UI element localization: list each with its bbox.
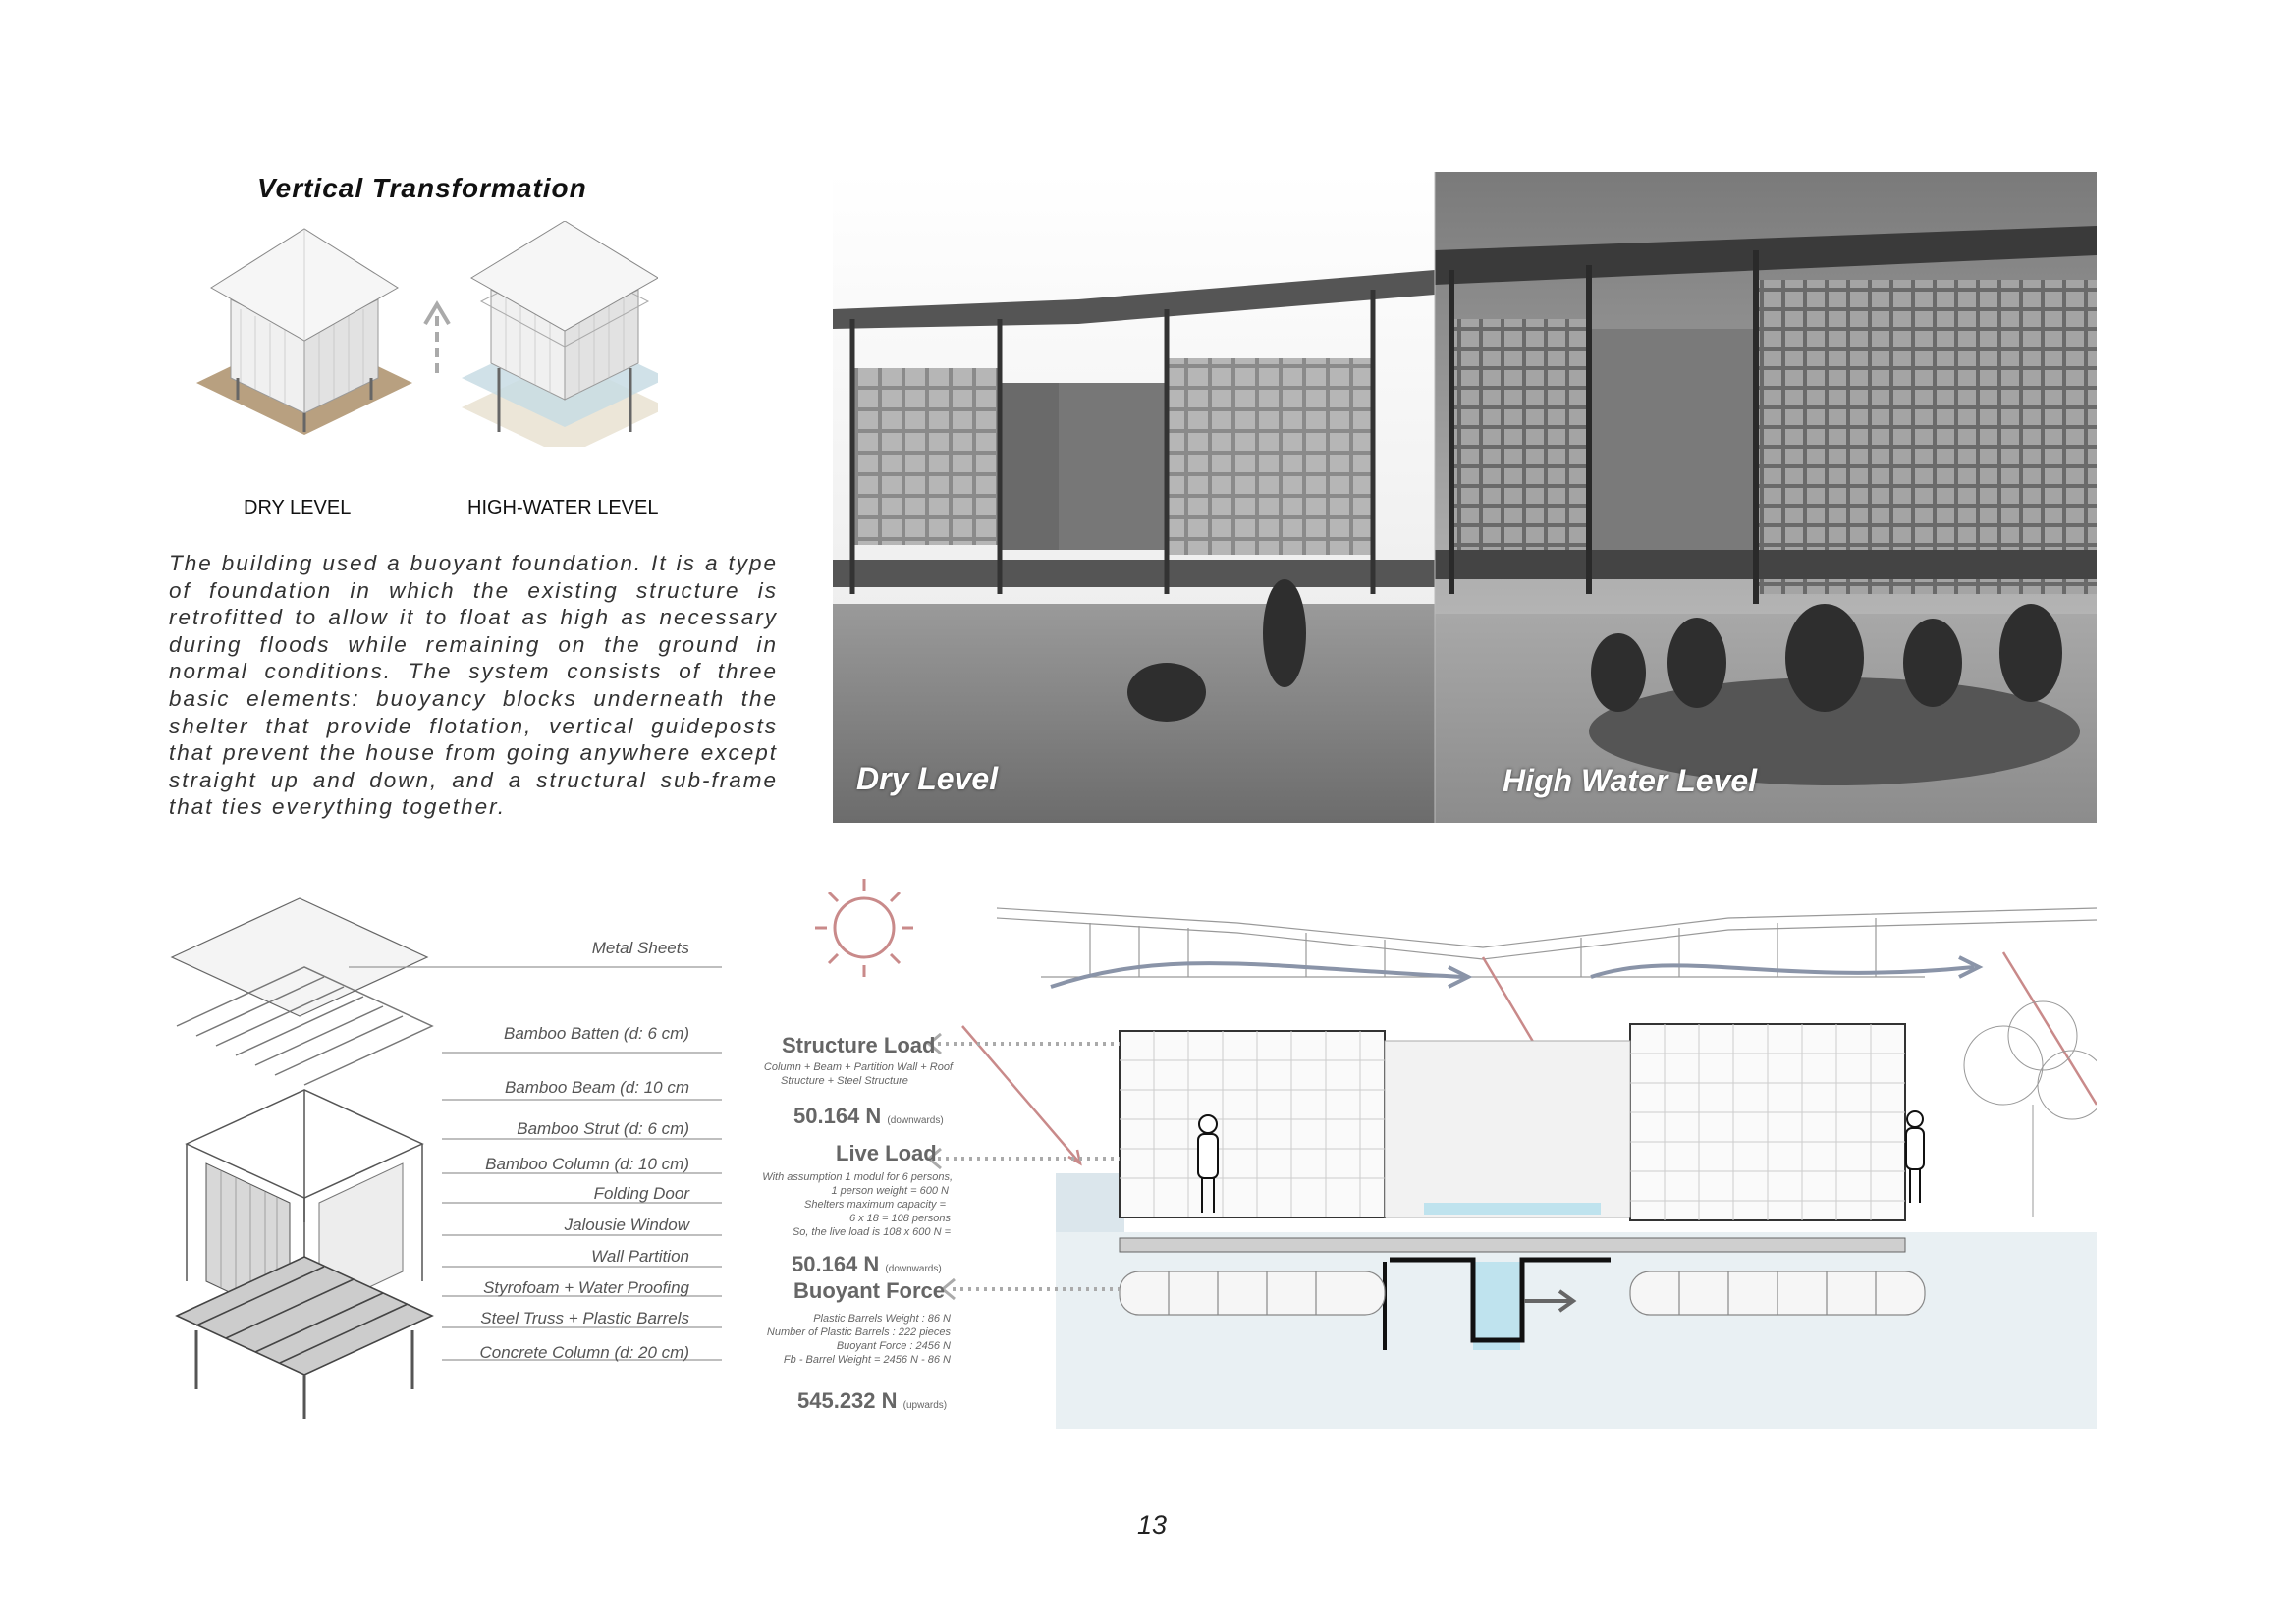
component-label: Jalousie Window — [564, 1216, 689, 1234]
buoyant-force-note: Plastic Barrels Weight : 86 N — [813, 1313, 951, 1325]
comparison-photo-illustration — [833, 172, 2097, 823]
component-label: Metal Sheets — [591, 939, 689, 957]
component-label: Bamboo Batten (d: 6 cm) — [504, 1024, 689, 1043]
buoyant-force-note: Fb - Barrel Weight = 2456 N - 86 N — [783, 1354, 951, 1366]
up-arrow-icon — [425, 304, 449, 373]
live-load-value: 50.164 N (downwards) — [792, 1252, 942, 1276]
comparison-photo — [833, 172, 2097, 823]
component-label: Styrofoam + Water Proofing — [483, 1278, 689, 1297]
component-label: Concrete Column (d: 20 cm) — [479, 1343, 689, 1362]
page-number: 13 — [1137, 1510, 1168, 1540]
component-label: Wall Partition — [591, 1247, 689, 1266]
component-label: Bamboo Strut (d: 6 cm) — [517, 1119, 689, 1138]
structure-load-note: Structure + Steel Structure — [781, 1075, 908, 1087]
shelter-module-left — [1120, 1031, 1385, 1217]
component-label: Folding Door — [593, 1184, 689, 1203]
high-water-level-caption: High Water Level — [1503, 763, 1758, 798]
live-load-note: 6 x 18 = 108 persons — [848, 1213, 951, 1224]
section-title: Vertical Transformation — [257, 173, 587, 203]
component-label: Bamboo Column (d: 10 cm) — [485, 1155, 689, 1173]
airflow-arrow — [1051, 957, 1979, 987]
high-water-level-isometric — [462, 221, 658, 447]
dry-level-caption: Dry Level — [856, 761, 999, 796]
buoyant-force-note: Buoyant Force : 2456 N — [836, 1340, 951, 1352]
component-label: Steel Truss + Plastic Barrels — [480, 1309, 689, 1327]
live-load-note: With assumption 1 modul for 6 persons, — [762, 1171, 953, 1183]
live-load-note: 1 person weight = 600 N — [831, 1185, 949, 1197]
sun-icon — [815, 879, 913, 977]
shelter-module-right — [1630, 1024, 1905, 1220]
structure-load-note: Column + Beam + Partition Wall + Roof — [763, 1061, 953, 1073]
vertical-transformation-diagram — [187, 221, 658, 447]
dry-level-label: DRY LEVEL — [244, 497, 352, 518]
buoyant-force-value: 545.232 N (upwards) — [797, 1388, 948, 1413]
leader-lines — [344, 943, 727, 1365]
section-drawing — [795, 879, 2097, 1429]
live-load-note: Shelters maximum capacity = — [804, 1199, 946, 1211]
dry-level-isometric — [196, 229, 412, 435]
high-water-level-label: HIGH-WATER LEVEL — [467, 497, 659, 518]
live-load-title: Live Load — [836, 1141, 937, 1165]
structure-load-title: Structure Load — [782, 1033, 936, 1057]
structure-load-value: 50.164 N (downwards) — [793, 1104, 944, 1128]
tree-illustration — [1964, 1001, 2097, 1217]
buoyant-force-note: Number of Plastic Barrels : 222 pieces — [766, 1326, 951, 1338]
buoyant-force-title: Buoyant Force — [793, 1278, 946, 1303]
component-label: Bamboo Beam (d: 10 cm — [504, 1078, 689, 1097]
live-load-note: So, the live load is 108 x 600 N = — [792, 1226, 951, 1238]
description-text: The building used a buoyant foundation. It is a type of foundation in which the existing structure is retrofitted to allow it to float as high as necessary during floods while remaining on the ground in normal conditions. The system consists of three basic elements: buoyancy blocks underneath the shelter that provide flotation, vertical guideposts that prevent the house from going anywhere except straight up and down, and a structural sub-frame that ties everything together. — [169, 551, 778, 820]
